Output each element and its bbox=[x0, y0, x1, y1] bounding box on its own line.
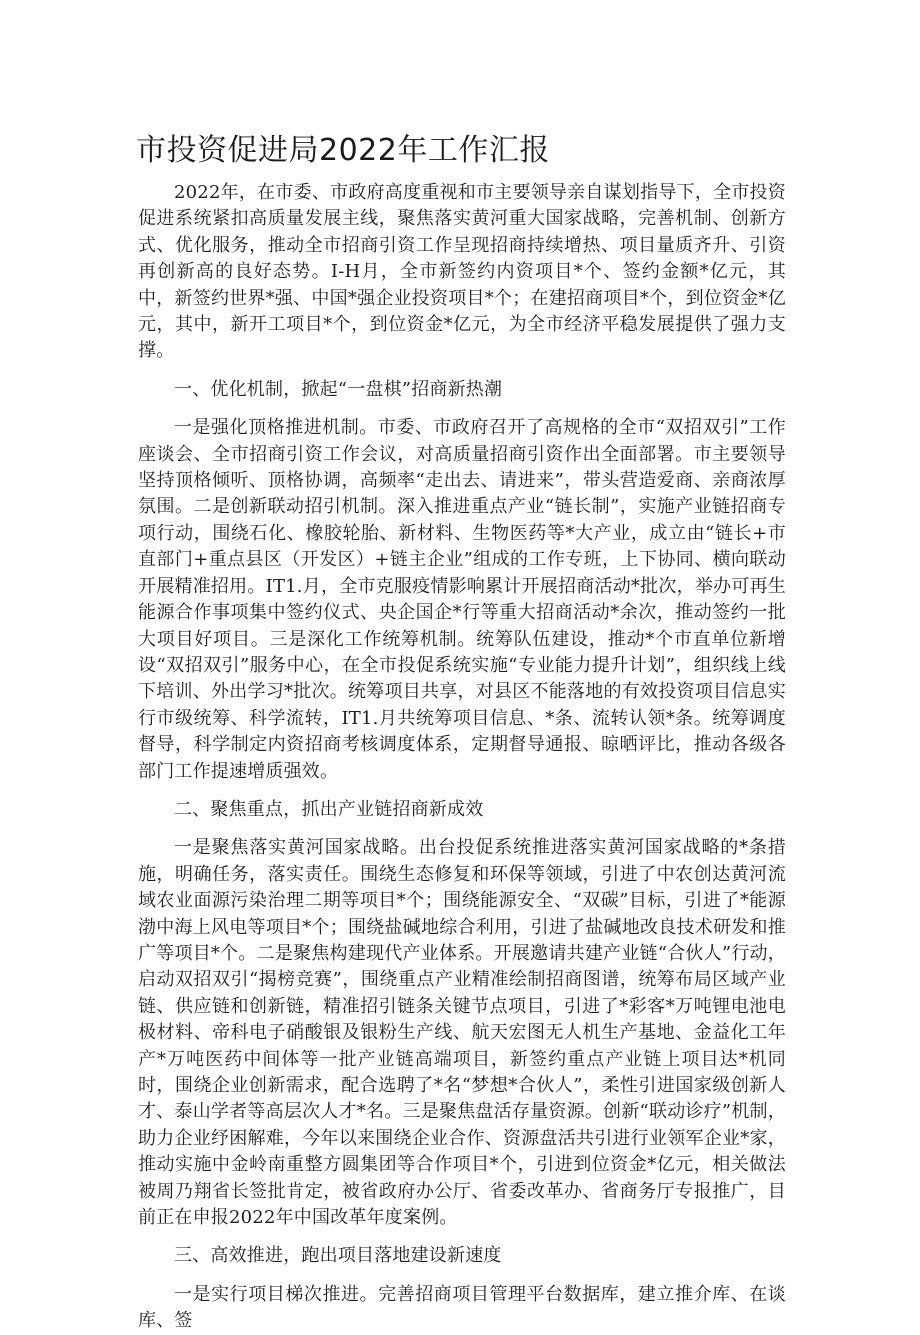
section-1-heading: 一、优化机制，掀起“一盘棋”招商新热潮 bbox=[174, 378, 503, 400]
section-2-heading: 二、聚焦重点，抓出产业链招商新成效 bbox=[174, 798, 484, 820]
document-body bbox=[138, 180, 786, 1335]
section-2-paragraph: 一是聚焦落实黄河国家战略。出台投促系统推进落实黄河国家战略的*条措施，明确任务，落实责任。围绕生态修复和环保等领域，引进了中农创达黄河流域农业面源污染治理二期等项目*个；围绕能源安全、“双碳”目标，引进了*能源渤中海上风电等项目*个；围绕盐碱地综合利用，引进了盐碱地改良技术研发和推广等项目*个。二是聚焦构建现代产业体系。开展邀请共建产业链“合伙人”行动，启动双招双引“揭榜竞赛”，围绕重点产业精准绘制招商图谱，统筹布局区域产业链、供应链和创新链，精准招引链条关键节点项目，引进了*彩客*万吨锂电池电极材料、帝科电子硝酸银及银粉生产线、航天宏图无人机生产基地、金益化工年产*万吨医药中间体等一批产业链高端项目，新签约重点产业链上项目达*机同时，围绕企业创新需求，配合选聘了*名“梦想*合伙人”，柔性引进国家级创新人才、泰山学者等高层次人才*名。三是聚焦盘活存量资源。创新“联动诊疗”机制，助力企业纾困解难，今年以来围绕企业合作、资源盘活共引进行业领军企业*家，推动实施中金岭南重整方圆集团等合作项目*个，引进到位资金*亿元，相关做法被周乃翔省长签批肯定，被省政府办公厅、省委改革办、省商务厅专报推广，目前正在申报2022年中国改革年度案例。 bbox=[138, 837, 786, 1229]
section-1-paragraph: 一是强化顶格推进机制。市委、市政府召开了高规格的全市“双招双引”工作座谈会、全市招商引资工作会议，对高质量招商引资作出全面部署。市主要领导坚持顶格倾听、顶格协调，高频率“走出去、请进来”，带头营造爱商、亲商浓厚氛围。二是创新联动招引机制。深入推进重点产业“链长制”，实施产业链招商专项行动，围绕石化、橡胶轮胎、新材料、生物医药等*大产业，成立由“链长+市直部门+重点县区（开发区）+链主企业”组成的工作专班，上下协同、横向联动开展精准招用。IT1.月，全市克服疫情影响累计开展招商活动*批次，举办可再生能源合作事项集中签约仪式、央企国企*行等重大招商活动*余次，推动签约一批大项目好项目。三是深化工作统筹机制。统筹队伍建设，推动*个市直单位新增设“双招双引”服务中心，在全市投促系统实施“专业能力提升计划”，组织线上线下培训、外出学习*批次。统筹项目共享，对县区不能落地的有效投资项目信息实行市级统筹、科学流转，IT1.月共统筹项目信息、*条、流转认领*条。统筹调度督导，科学制定内资招商考核调度体系，定期督导通报、晾晒评比，推动各级各部门工作提速增质强效。 bbox=[138, 417, 786, 782]
section-3-paragraph: 一是实行项目梯次推进。完善招商项目管理平台数据库，建立推介库、在谈库、签 bbox=[138, 1283, 786, 1332]
document-title: 市投资促进局2022年工作汇报 bbox=[136, 133, 550, 168]
section-3-heading: 三、高效推进，跑出项目落地建设新速度 bbox=[174, 1245, 502, 1267]
intro-paragraph: 2022年，在市委、市政府高度重视和市主要领导亲自谋划指导下，全市投资促进系统紧扣高质量发展主线，聚焦落实黄河重大国家战略，完善机制、创新方式、优化服务，推动全市招商引资工作呈现招商持续增热、项目量质齐升、引资再创新高的良好态势。I-H月，全市新签约内资项目*个、签约金额*亿元，其中，新签约世界*强、中国*强企业投资项目*个；在建招商项目*个，到位资金*亿元，其中，新开工项目*个，到位资金*亿元，为全市经济平稳发展提供了强力支撑。 bbox=[138, 182, 786, 362]
